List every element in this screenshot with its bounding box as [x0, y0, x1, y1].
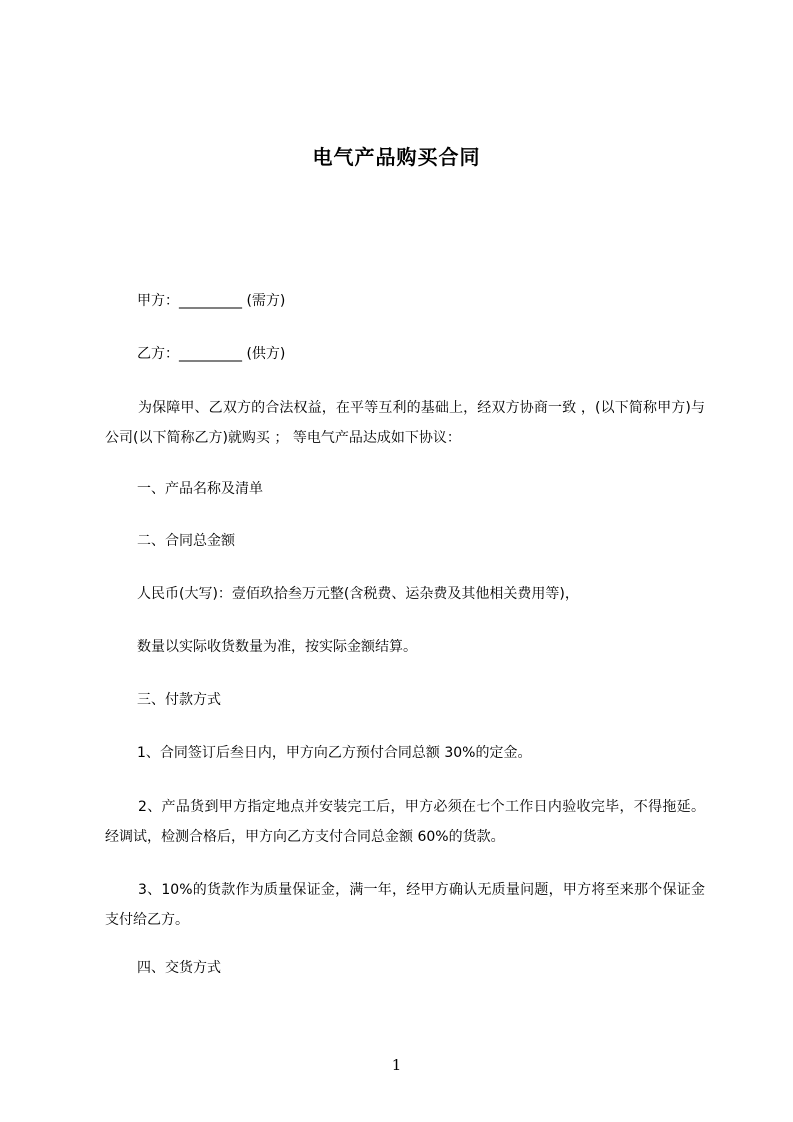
document-title: 电气产品购买合同	[312, 145, 481, 169]
amount-text: 人民币(大写)：壹佰玖拾叁万元整(含税费、运杂费及其他相关费用等)，	[137, 586, 579, 602]
section-heading-products: 一、产品名称及清单	[137, 481, 263, 497]
party-a-line: 甲方：_________ (需方)	[137, 293, 286, 309]
page-number: 1	[391, 1056, 402, 1074]
section-heading-delivery: 四、交货方式	[137, 960, 221, 976]
section-heading-total-amount: 二、合同总金额	[137, 533, 235, 549]
quantity-note: 数量以实际收货数量为准，按实际金额结算。	[137, 639, 417, 655]
payment-clause-2: 2、产品货到甲方指定地点并安装完工后，甲方必须在七个工作日内验收完毕，不得拖延。经调试，检测合格后，甲方向乙方支付合同总金额 60%的货款。	[105, 799, 705, 845]
party-b-line: 乙方：_________ (供方)	[137, 346, 286, 362]
payment-clause-1: 1、合同签订后叁日内，甲方向乙方预付合同总额 30%的定金。	[137, 745, 532, 761]
section-heading-payment: 三、付款方式	[137, 692, 221, 708]
payment-clause-3: 3、10%的货款作为质量保证金，满一年，经甲方确认无质量问题，甲方将至来那个保证金支付给乙方。	[105, 882, 705, 928]
intro-paragraph: 为保障甲、乙双方的合法权益，在平等互利的基础上，经双方协商一致 ，(以下简称甲方)与 公司(以下简称乙方)就购买 ； 等电气产品达成如下协议：	[105, 400, 705, 446]
